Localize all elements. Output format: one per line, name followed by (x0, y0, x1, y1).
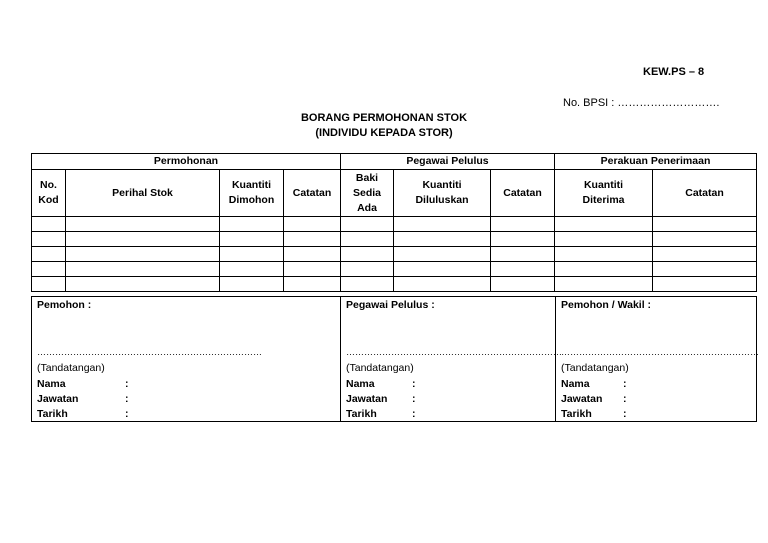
group-permohonan: Permohonan (32, 154, 341, 170)
field-jawatan[interactable]: Jawatan : (37, 393, 129, 405)
table-row (32, 217, 757, 232)
col-perihal-stok: Perihal Stok (66, 170, 220, 217)
col-kuantiti-diterima: Kuantiti Diterima (555, 170, 653, 217)
table-row (32, 262, 757, 277)
field-jawatan[interactable]: Jawatan : (346, 393, 416, 405)
field-tarikh[interactable]: Tarikh : (346, 408, 416, 420)
signature-label: (Tandatangan) (346, 362, 414, 374)
signature-line[interactable]: ………………………………………………………………… (37, 347, 262, 357)
signature-heading: Pemohon / Wakil : (561, 299, 652, 311)
stock-request-table (31, 153, 757, 292)
col-baki-sedia-ada: Baki Sedia Ada (341, 170, 394, 217)
group-perakuan-penerimaan: Perakuan Penerimaan (555, 154, 757, 170)
field-tarikh[interactable]: Tarikh : (561, 408, 627, 420)
form-title: BORANG PERMOHONAN STOK (300, 112, 468, 124)
col-catatan-penerimaan: Catatan (653, 170, 757, 217)
signature-block-pegawai-pelulus (341, 297, 562, 422)
signature-label: (Tandatangan) (561, 362, 629, 374)
field-nama[interactable]: Nama : (37, 378, 129, 390)
signature-line[interactable]: ……………………………………………………………… (346, 347, 562, 357)
signature-line[interactable]: ………………………………………………………… (561, 347, 759, 357)
col-kuantiti-dimohon: Kuantiti Dimohon (220, 170, 284, 217)
col-no-kod: No. Kod (32, 170, 66, 217)
signature-heading: Pegawai Pelulus : (346, 299, 435, 311)
col-catatan-permohonan: Catatan (284, 170, 341, 217)
form-subtitle: (INDIVIDU KEPADA STOR) (315, 127, 453, 139)
form-code: KEW.PS – 8 (643, 66, 705, 78)
table-row (32, 232, 757, 247)
col-catatan-pelulus: Catatan (491, 170, 555, 217)
field-nama[interactable]: Nama : (346, 378, 416, 390)
field-jawatan[interactable]: Jawatan : (561, 393, 627, 405)
field-nama[interactable]: Nama : (561, 378, 627, 390)
table-row (32, 247, 757, 262)
bpsi-number: No. BPSI : ………………………. (563, 97, 720, 109)
signature-block-pemohon-wakil (556, 297, 757, 422)
field-tarikh[interactable]: Tarikh : (37, 408, 129, 420)
signature-section (31, 296, 757, 422)
col-kuantiti-diluluskan: Kuantiti Diluluskan (394, 170, 491, 217)
group-pegawai-pelulus: Pegawai Pelulus (341, 154, 555, 170)
table-row (32, 277, 757, 292)
signature-block-pemohon (32, 297, 341, 422)
signature-label: (Tandatangan) (37, 362, 105, 374)
signature-heading: Pemohon : (37, 299, 92, 311)
